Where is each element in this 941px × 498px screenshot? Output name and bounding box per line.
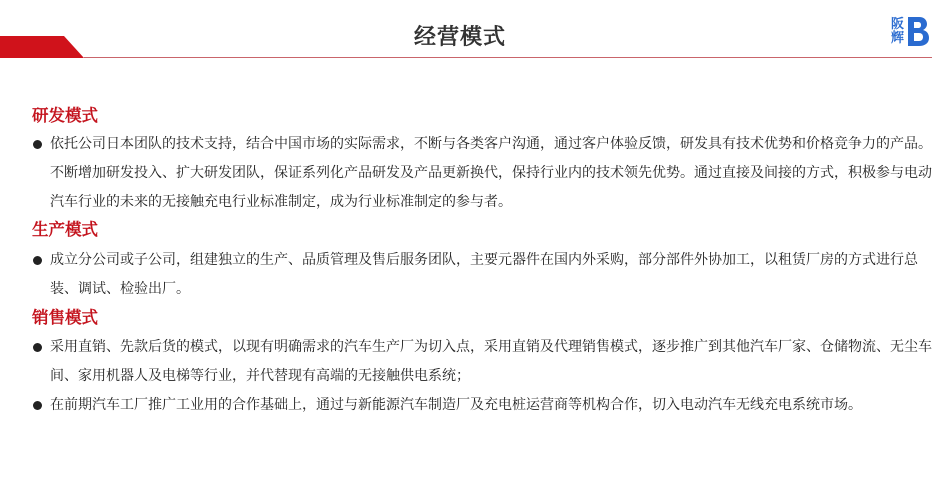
bullet-text: 依托公司日本团队的技术支持，结合中国市场的实际需求，不断与各类客户沟通，通过客户体验反馈，研发具有技术优势和价格竞争力的产品。不断增加研发投入、扩大研发团队，保证系列化产品研发及产品更新换代，保持行业内的技术领先优势。通过直接及间接的方式，积极参与电动汽车行业的未来的无接触充电行业标准制定，成为行业标准制定的参与者。 bbox=[50, 136, 932, 210]
list-item bbox=[32, 246, 932, 304]
list-item bbox=[32, 391, 932, 420]
header-divider bbox=[84, 57, 932, 58]
logo-text: 阪辉 bbox=[891, 17, 905, 46]
bullet-dot-icon bbox=[33, 343, 42, 352]
section-title-sales: 销售模式 bbox=[32, 308, 98, 327]
list-item bbox=[32, 130, 932, 217]
page-header bbox=[0, 0, 941, 64]
section-title-rnd: 研发模式 bbox=[32, 106, 98, 125]
list-item bbox=[32, 333, 932, 391]
bullet-dot-icon bbox=[33, 401, 42, 410]
bullet-text: 在前期汽车工厂推广工业用的合作基础上，通过与新能源汽车制造厂及充电桩运营商等机构合作，切入电动汽车无线充电系统市场。 bbox=[50, 397, 862, 413]
main-content bbox=[32, 104, 932, 420]
bullet-dot-icon bbox=[33, 140, 42, 149]
bullet-text: 采用直销、先款后货的模式，以现有明确需求的汽车生产厂为切入点，采用直销及代理销售模式，逐步推广到其他汽车厂家、仓储物流、无尘车间、家用机器人及电梯等行业，并代替现有高端的无接触供电系统； bbox=[50, 339, 932, 384]
bullet-dot-icon bbox=[33, 256, 42, 265]
page-title: 经营模式 bbox=[413, 25, 506, 50]
bullet-text: 成立分公司或子公司，组建独立的生产、品质管理及售后服务团队，主要元器件在国内外采购，部分部件外协加工，以租赁厂房的方式进行总装、调试、检验出厂。 bbox=[50, 252, 918, 297]
logo-b-icon bbox=[905, 15, 931, 47]
company-logo bbox=[889, 15, 933, 49]
section-title-production: 生产模式 bbox=[32, 220, 98, 239]
